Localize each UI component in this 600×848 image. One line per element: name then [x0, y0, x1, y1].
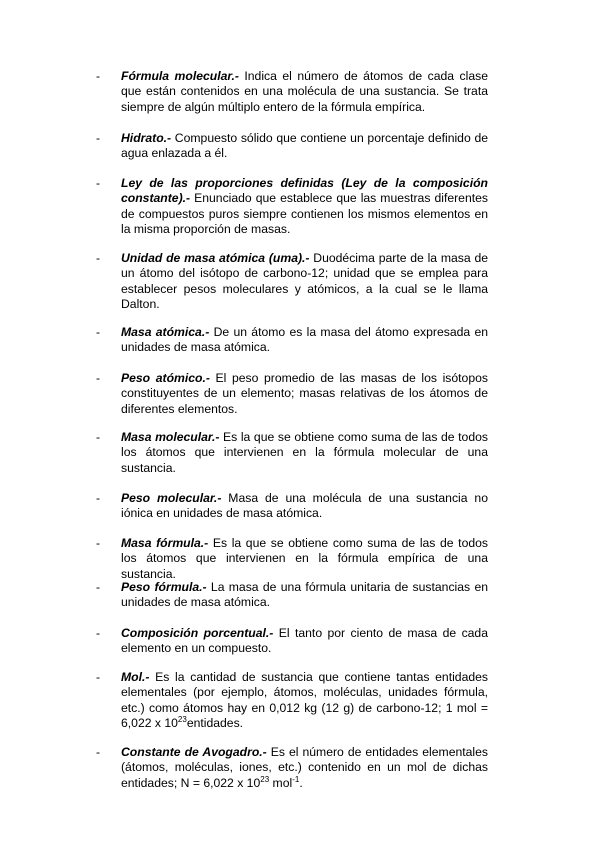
exponent: 23 — [177, 715, 187, 725]
definition: La masa de una fórmula unitaria de sustancias en unidades de masa atómica. — [121, 580, 489, 610]
definition-mol — [96, 670, 488, 732]
term: Peso fórmula.- — [121, 580, 207, 594]
definition-peso-atomico — [96, 371, 488, 417]
term: Masa atómica.- — [121, 325, 210, 339]
bullet-dash: - — [96, 430, 101, 444]
term: Fórmula molecular.- — [121, 69, 239, 83]
unit-mol: mol — [269, 775, 293, 790]
bullet-dash: - — [96, 325, 101, 339]
term: Mol.- — [121, 670, 150, 684]
definition: Indica el número de átomos de cada clase que están contenidos en una molécula de una sustancia. Se trata siempre de algún múltiplo entero de la fórmula empírica. — [121, 69, 488, 114]
definition: Enunciado que establece que las muestras diferentes de compuestos puros siempre contienen los mismos elementos en la misma proporción de masas. — [121, 191, 488, 237]
term: Masa molecular.- — [121, 430, 220, 444]
definition: El tanto por ciento de masa de cada elemento en un compuesto. — [121, 626, 488, 656]
bullet-dash: - — [96, 131, 101, 145]
bullet-dash: - — [96, 580, 101, 594]
definition-uma — [96, 251, 488, 313]
term: Masa fórmula.- — [121, 536, 209, 550]
definition: De un átomo es la masa del átomo expresada en unidades de masa atómica. — [121, 325, 488, 355]
definition: Es la que se obtiene como suma de las de todos los átomos que intervienen en la fórmula empírica de una sustancia. — [121, 536, 488, 581]
definition-ley-proporciones — [96, 176, 488, 238]
term: Hidrato.- — [121, 131, 172, 145]
exponent: -1 — [292, 774, 300, 784]
definition-formula-molecular — [96, 69, 488, 115]
definition-peso-formula — [96, 580, 489, 611]
definition-tail: . — [299, 775, 303, 790]
definition: Masa de una molécula de una sustancia no iónica en unidades de masa atómica. — [121, 491, 488, 521]
bullet-dash: - — [96, 251, 101, 265]
definition: El peso promedio de las masas de los isótopos constituyentes de un elemento; masas relativas de los átomos de diferentes elementos. — [121, 371, 488, 416]
definition-tail: entidades. — [186, 716, 244, 731]
bullet-dash: - — [96, 536, 101, 550]
term: Unidad de masa atómica (uma).- — [121, 251, 310, 265]
definition: Es la cantidad de sustancia que contiene tantas entidades elementales (por ejemplo, átomos, moléculas, unidades fórmula, etc.) como átomos hay en 0,012 kg (12 g) de carbono-12; 1 mol = 6,022 x 10 — [121, 670, 488, 731]
definition-composicion-porcentual — [96, 626, 488, 657]
term: Composición porcentual.- — [121, 626, 274, 640]
bullet-dash: - — [96, 626, 101, 640]
definition-peso-molecular — [96, 491, 488, 522]
definition: Duodécima parte de la masa de un átomo del isótopo de carbono-12; unidad que se emplea para establecer pesos moleculares y atómicos, a la cual se le llama Dalton. — [121, 251, 488, 312]
definition-hidrato — [96, 131, 488, 162]
term: Constante de Avogadro.- — [121, 745, 267, 759]
definition-constante-avogadro — [96, 745, 488, 791]
exponent: 23 — [260, 774, 270, 784]
bullet-dash: - — [96, 371, 101, 385]
bullet-dash: - — [96, 745, 101, 759]
bullet-dash: - — [96, 176, 101, 190]
bullet-dash: - — [96, 69, 101, 83]
definition-masa-molecular — [96, 430, 488, 476]
definition: Compuesto sólido que contiene un porcentaje definido de agua enlazada a él. — [121, 131, 488, 161]
definition-masa-atomica — [96, 325, 488, 356]
term: Peso atómico.- — [121, 371, 210, 385]
bullet-dash: - — [96, 670, 101, 684]
definition: Es el número de entidades elementales (átomos, moléculas, iones, etc.) contenido en un mol de dichas entidades; N = 6,022 x 10 — [121, 745, 488, 790]
term: Ley de las proporciones definidas (Ley de la composición constante).- — [121, 176, 488, 206]
term: Peso molecular.- — [121, 491, 222, 505]
bullet-dash: - — [96, 491, 101, 505]
definition: Es la que se obtiene como suma de las de todos los átomos que intervienen en la fórmula molecular de una sustancia. — [121, 430, 488, 475]
definition-masa-formula — [96, 536, 488, 582]
